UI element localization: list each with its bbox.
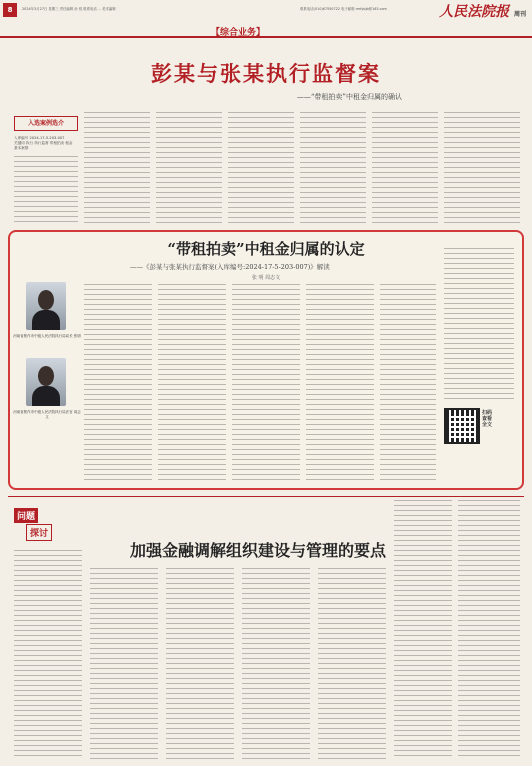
- photo-caption: 河南省焦作市中级人民法院执行局法官 周志文: [13, 410, 81, 419]
- qr-label: 扫码查看全文: [482, 410, 493, 428]
- text-block: [14, 156, 78, 224]
- highlight-title: “带租拍卖”中租金归属的认定: [167, 240, 365, 258]
- text-block: [14, 550, 82, 760]
- text-block: [90, 568, 158, 760]
- column-badge: 问题 探讨: [14, 508, 58, 542]
- column-tag: 入选案例选介: [14, 116, 78, 131]
- text-block: [458, 500, 520, 760]
- text-block: [84, 284, 152, 482]
- divider: [8, 496, 524, 497]
- highlight-authors: 张 明 周志文: [251, 275, 281, 281]
- text-block: [300, 112, 366, 224]
- text-block: [372, 112, 438, 224]
- page-number: 8: [3, 3, 17, 17]
- top-article-subtitle: ——“带租拍卖”中租金归属的确认: [296, 93, 402, 101]
- page-header: [0, 0, 532, 38]
- top-article-title: 彭某与张某执行监督案: [151, 61, 381, 86]
- brand-logo: 人民法院报 周刊: [439, 4, 526, 20]
- section-title: 【综合业务】: [211, 28, 266, 38]
- text-block: [318, 568, 386, 760]
- text-block: [394, 500, 452, 760]
- article-notes: 入库编号 2024-17-5-203-007 关键词 执行 执行监督 带租拍卖 租金 基本案情: [14, 136, 73, 150]
- bottom-article-title: 加强金融调解组织建设与管理的要点: [130, 541, 387, 560]
- author-photo: [26, 282, 66, 330]
- text-block: [156, 112, 222, 224]
- text-block: [242, 568, 310, 760]
- text-block: [84, 112, 150, 224]
- text-block: [228, 112, 294, 224]
- text-block: [232, 284, 300, 482]
- text-block: [158, 284, 226, 482]
- header-meta-left: 2024年3月27日 星期三 责任编辑 孙 悦 联系电话 ... 美术编辑: [22, 7, 116, 11]
- text-block: [166, 568, 234, 760]
- highlight-subtitle: ——《彭某与张某执行监督案(入库编号:2024-17-5-203-007)》解读: [130, 263, 330, 271]
- header-meta-right: 联系电话(010)67550722 电子邮箱 rmfybjb@163.com: [300, 7, 387, 11]
- text-block: [380, 284, 436, 482]
- text-block: [444, 112, 520, 224]
- author-photo: [26, 358, 66, 406]
- photo-caption: 河南省焦作市中级人民法院执行局局长 张明: [13, 334, 81, 338]
- qr-code-icon[interactable]: [444, 408, 480, 444]
- text-block: [306, 284, 374, 482]
- text-block: [444, 248, 514, 402]
